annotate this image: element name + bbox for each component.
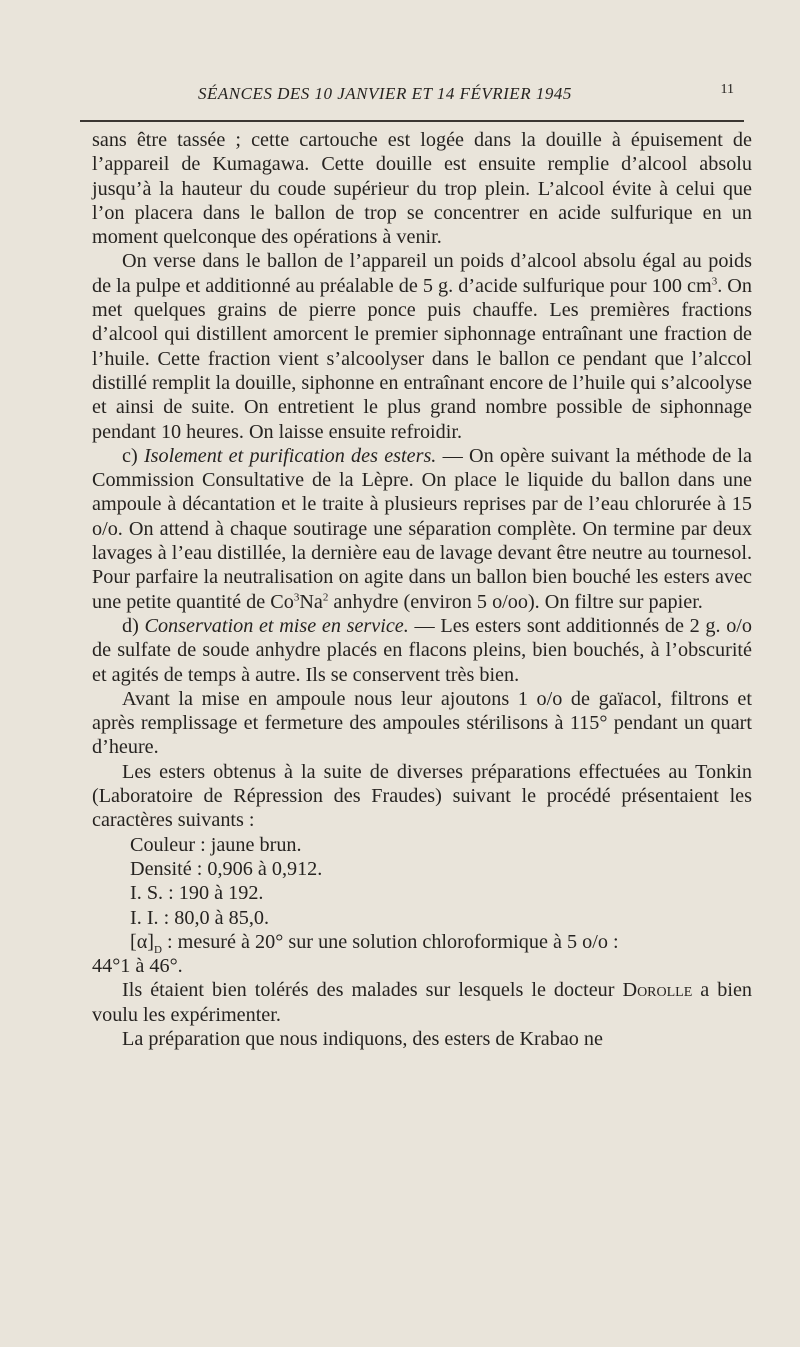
header-rule [80, 120, 744, 122]
section-heading-d: Conservation et mise en service. [144, 614, 409, 637]
property-rotation: $[\alpha]_D$ : mesuré à 20° sur une solution chloroformique à 5 o/o : [130, 930, 619, 956]
paragraph-5: Avant la mise en ampoule nous leur ajoutons 1 o/o de gaïacol, filtrons et après remplissage et fermeture des ampoules stérilisons à 115° pendant un quart d’heure. [92, 687, 752, 759]
author-name: Dorolle [622, 979, 693, 1002]
property-saponification-index: I. S. : 190 à 192. [130, 882, 264, 905]
paragraph-3: c) Isolement et purification des esters. — On opère suivant la méthode de la Commission Consultative de la Lèpre. On place le liquide du ballon dans une ampoule à décantation et le traite à plusieurs reprises par de l’eau chlorurée à 15 o/o. On attend à chaque soutirage une séparation complète. On termine par deux lavages à l’eau distillée, la dernière eau de lavage devant être neutre au tournesol. Pour parfaire la neutralisation on agite dans un ballon bien bouché les esters avec une petite quantité de Co$^3$Na$^2$ anhydre (environ 5 o/oo). On filtre sur papier. [92, 444, 752, 613]
property-color: Couleur : jaune brun. [130, 833, 302, 856]
section-heading-c: Isolement et purification des esters. [143, 444, 437, 467]
paragraph-6: Les esters obtenus à la suite de diverses préparations effectuées au Tonkin (Laboratoire de Répression des Fraudes) suivant le procédé présentaient les caractères suivants : [92, 760, 752, 832]
header-title: SÉANCES DES 10 JANVIER ET 14 FÉVRIER 1945 [198, 84, 572, 103]
paragraph-8: La préparation que nous indiquons, des esters de Krabao ne [122, 1027, 603, 1050]
paragraph-7: Ils étaient bien tolérés des malades sur lesquels le docteur Dorolle a bien voulu les expérimenter. [92, 979, 753, 1026]
property-rotation-value: 44°1 à 46°. [92, 955, 183, 978]
paragraph-2: On verse dans le ballon de l’appareil un poids d’alcool absolu égal au poids de la pulpe et additionné au préalable de 5 g. d’acide sulfurique pour 100 $cm^3$. On met quelques grains de pierre ponce puis chauffe. Les premières fractions d’alcool qui distillent amorcent le premier siphonnage entraînant une fraction de l’huile. Cette fraction vient s’alcoolyser dans le ballon ce pendant que l’alccol distillé remplit la douille, siphonne en entraînant encore de l’huile qui s’alcoolyse et ainsi de suite. On entretient le plus grand nombre possible de siphonnage pendant 10 heures. On laisse ensuite refroidir. [92, 250, 752, 443]
running-header [80, 78, 748, 108]
paragraph-1: sans être tassée ; cette cartouche est logée dans la douille à épuisement de l’appareil de Kumagawa. Cette douille est ensuite remplie d’alcool absolu jusqu’à la hauteur du coude supérieur du trop plein. L’alcool évite à celui que l’on placera dans le ballon de trop se concentrer en acide sulfurique en un moment quelconque des opérations à venir. [92, 129, 752, 249]
paragraph-4: d) Conservation et mise en service. — Les esters sont additionnés de 2 g. o/o de sulfate de soude anhydre placés en flacons pleins, bien bouchés, à l’obscurité et agités de temps à autre. Ils se conservent très bien. [92, 614, 753, 686]
property-iodine-index: I. I. : 80,0 à 85,0. [130, 906, 270, 929]
page-number: 11 [720, 82, 734, 97]
body-text [92, 128, 752, 1051]
property-density: Densité : 0,906 à 0,912. [130, 857, 323, 880]
